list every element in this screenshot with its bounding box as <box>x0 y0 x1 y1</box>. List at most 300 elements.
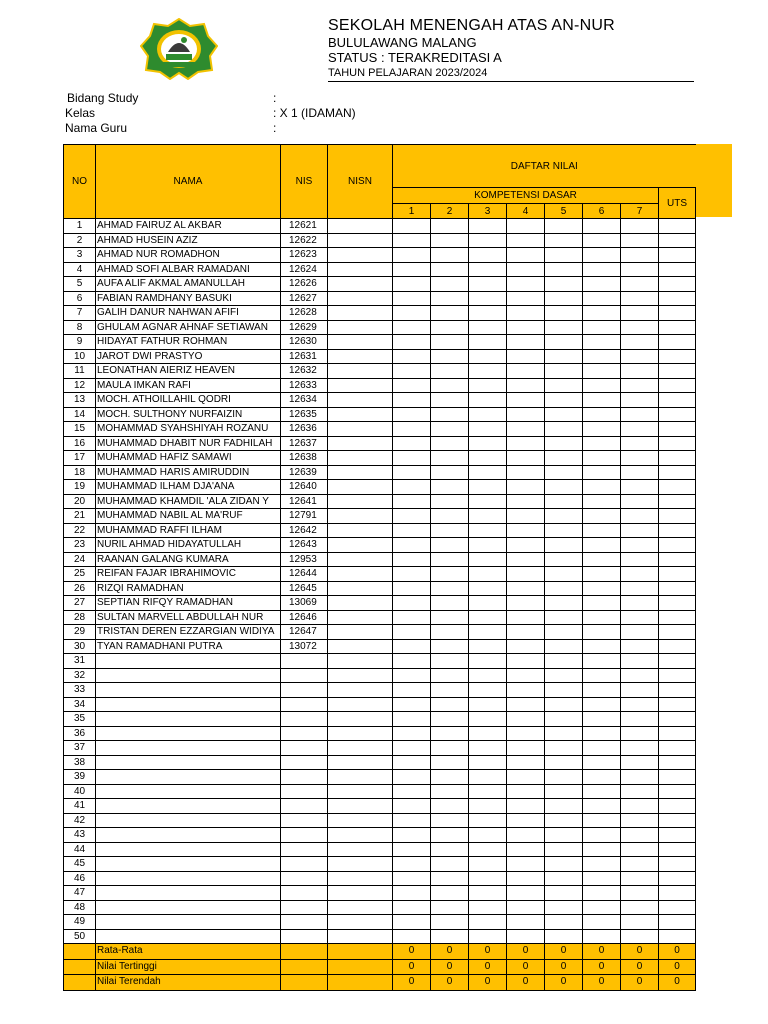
kd-5-score-cell[interactable] <box>545 770 583 785</box>
kd-4-score-cell[interactable] <box>507 871 545 886</box>
kd-6-score-cell[interactable] <box>583 393 621 408</box>
kd-7-score-cell[interactable] <box>621 494 659 509</box>
uts-score-cell[interactable] <box>659 567 696 582</box>
kd-1-score-cell[interactable] <box>393 871 431 886</box>
row-number-cell[interactable]: 8 <box>64 320 96 335</box>
kd-2-score-cell[interactable] <box>431 349 469 364</box>
student-nisn-cell[interactable] <box>328 291 393 306</box>
kd-7-score-cell[interactable] <box>621 581 659 596</box>
student-name-cell[interactable]: MAULA IMKAN RAFI <box>96 378 281 393</box>
kd-5-score-cell[interactable] <box>545 625 583 640</box>
kd-2-score-cell[interactable] <box>431 683 469 698</box>
kd-7-score-cell[interactable] <box>621 625 659 640</box>
kd-1-score-cell[interactable] <box>393 567 431 582</box>
student-nis-cell[interactable] <box>281 712 328 727</box>
uts-score-cell[interactable] <box>659 233 696 248</box>
row-number-cell[interactable]: 11 <box>64 364 96 379</box>
kd-4-score-cell[interactable] <box>507 770 545 785</box>
kd-6-score-cell[interactable] <box>583 567 621 582</box>
student-nis-cell[interactable] <box>281 654 328 669</box>
student-name-cell[interactable]: TRISTAN DEREN EZZARGIAN WIDIYA <box>96 625 281 640</box>
kd-4-score-cell[interactable] <box>507 364 545 379</box>
kd-4-score-cell[interactable] <box>507 219 545 234</box>
kd-7-score-cell[interactable] <box>621 697 659 712</box>
student-nisn-cell[interactable] <box>328 219 393 234</box>
student-nisn-cell[interactable] <box>328 480 393 495</box>
kd-1-score-cell[interactable] <box>393 900 431 915</box>
kd-1-score-cell[interactable] <box>393 277 431 292</box>
student-name-cell[interactable]: HIDAYAT FATHUR ROHMAN <box>96 335 281 350</box>
row-number-cell[interactable]: 17 <box>64 451 96 466</box>
kd-3-score-cell[interactable] <box>469 842 507 857</box>
student-name-cell[interactable]: MUHAMMAD NABIL AL MA'RUF <box>96 509 281 524</box>
student-nis-cell[interactable] <box>281 799 328 814</box>
student-name-cell[interactable]: MUHAMMAD HARIS AMIRUDDIN <box>96 465 281 480</box>
row-number-cell[interactable]: 36 <box>64 726 96 741</box>
student-nis-cell[interactable]: 12634 <box>281 393 328 408</box>
uts-score-cell[interactable] <box>659 320 696 335</box>
kd-4-score-cell[interactable] <box>507 741 545 756</box>
student-nisn-cell[interactable] <box>328 552 393 567</box>
kd-3-score-cell[interactable] <box>469 567 507 582</box>
kd-2-score-cell[interactable] <box>431 451 469 466</box>
kd-5-score-cell[interactable] <box>545 610 583 625</box>
row-number-cell[interactable]: 2 <box>64 233 96 248</box>
kd-4-score-cell[interactable] <box>507 320 545 335</box>
kd-6-score-cell[interactable] <box>583 349 621 364</box>
kd-6-score-cell[interactable] <box>583 741 621 756</box>
kd-1-score-cell[interactable] <box>393 335 431 350</box>
kd-5-score-cell[interactable] <box>545 552 583 567</box>
student-nisn-cell[interactable] <box>328 567 393 582</box>
kd-4-score-cell[interactable] <box>507 436 545 451</box>
student-nisn-cell[interactable] <box>328 320 393 335</box>
student-nisn-cell[interactable] <box>328 465 393 480</box>
uts-score-cell[interactable] <box>659 248 696 263</box>
student-nis-cell[interactable]: 12624 <box>281 262 328 277</box>
kd-6-score-cell[interactable] <box>583 436 621 451</box>
kd-7-score-cell[interactable] <box>621 639 659 654</box>
uts-score-cell[interactable] <box>659 900 696 915</box>
kd-2-score-cell[interactable] <box>431 871 469 886</box>
student-name-cell[interactable] <box>96 929 281 944</box>
kd-1-score-cell[interactable] <box>393 480 431 495</box>
kd-3-score-cell[interactable] <box>469 784 507 799</box>
row-number-cell[interactable]: 18 <box>64 465 96 480</box>
kd-7-score-cell[interactable] <box>621 306 659 321</box>
student-nis-cell[interactable] <box>281 828 328 843</box>
kd-1-score-cell[interactable] <box>393 842 431 857</box>
kd-3-score-cell[interactable] <box>469 639 507 654</box>
kd-1-score-cell[interactable] <box>393 755 431 770</box>
student-nis-cell[interactable]: 12953 <box>281 552 328 567</box>
kd-2-score-cell[interactable] <box>431 306 469 321</box>
student-name-cell[interactable]: JAROT DWI PRASTYO <box>96 349 281 364</box>
student-nis-cell[interactable]: 12633 <box>281 378 328 393</box>
kd-6-score-cell[interactable] <box>583 451 621 466</box>
kd-2-score-cell[interactable] <box>431 248 469 263</box>
kd-5-score-cell[interactable] <box>545 219 583 234</box>
student-nis-cell[interactable] <box>281 784 328 799</box>
kd-4-score-cell[interactable] <box>507 509 545 524</box>
kd-3-score-cell[interactable] <box>469 697 507 712</box>
student-name-cell[interactable] <box>96 726 281 741</box>
kd-5-score-cell[interactable] <box>545 291 583 306</box>
kd-3-score-cell[interactable] <box>469 552 507 567</box>
student-name-cell[interactable] <box>96 828 281 843</box>
student-name-cell[interactable] <box>96 697 281 712</box>
uts-score-cell[interactable] <box>659 712 696 727</box>
kd-7-score-cell[interactable] <box>621 654 659 669</box>
kd-6-score-cell[interactable] <box>583 668 621 683</box>
kd-6-score-cell[interactable] <box>583 364 621 379</box>
student-nis-cell[interactable]: 12641 <box>281 494 328 509</box>
uts-score-cell[interactable] <box>659 335 696 350</box>
student-name-cell[interactable]: MUHAMMAD KHAMDIL 'ALA ZIDAN Y <box>96 494 281 509</box>
student-nisn-cell[interactable] <box>328 436 393 451</box>
kd-1-score-cell[interactable] <box>393 393 431 408</box>
kd-3-score-cell[interactable] <box>469 349 507 364</box>
row-number-cell[interactable]: 21 <box>64 509 96 524</box>
student-nis-cell[interactable]: 12638 <box>281 451 328 466</box>
kd-5-score-cell[interactable] <box>545 799 583 814</box>
row-number-cell[interactable]: 16 <box>64 436 96 451</box>
kd-3-score-cell[interactable] <box>469 654 507 669</box>
kd-6-score-cell[interactable] <box>583 654 621 669</box>
kd-4-score-cell[interactable] <box>507 842 545 857</box>
kd-5-score-cell[interactable] <box>545 523 583 538</box>
student-nis-cell[interactable]: 12791 <box>281 509 328 524</box>
kd-5-score-cell[interactable] <box>545 929 583 944</box>
kd-5-score-cell[interactable] <box>545 639 583 654</box>
kd-2-score-cell[interactable] <box>431 378 469 393</box>
kd-4-score-cell[interactable] <box>507 799 545 814</box>
kd-2-score-cell[interactable] <box>431 857 469 872</box>
kd-3-score-cell[interactable] <box>469 726 507 741</box>
kd-3-score-cell[interactable] <box>469 770 507 785</box>
kd-3-score-cell[interactable] <box>469 422 507 437</box>
kd-2-score-cell[interactable] <box>431 799 469 814</box>
student-nis-cell[interactable]: 12622 <box>281 233 328 248</box>
kd-3-score-cell[interactable] <box>469 277 507 292</box>
kd-5-score-cell[interactable] <box>545 886 583 901</box>
kd-2-score-cell[interactable] <box>431 654 469 669</box>
uts-score-cell[interactable] <box>659 509 696 524</box>
kd-1-score-cell[interactable] <box>393 422 431 437</box>
student-nis-cell[interactable] <box>281 886 328 901</box>
kd-3-score-cell[interactable] <box>469 465 507 480</box>
row-number-cell[interactable]: 31 <box>64 654 96 669</box>
kd-5-score-cell[interactable] <box>545 320 583 335</box>
kd-4-score-cell[interactable] <box>507 422 545 437</box>
kd-7-score-cell[interactable] <box>621 465 659 480</box>
kd-1-score-cell[interactable] <box>393 668 431 683</box>
kd-4-score-cell[interactable] <box>507 451 545 466</box>
kd-3-score-cell[interactable] <box>469 799 507 814</box>
uts-score-cell[interactable] <box>659 465 696 480</box>
student-name-cell[interactable]: MUHAMMAD ILHAM DJA'ANA <box>96 480 281 495</box>
kd-4-score-cell[interactable] <box>507 712 545 727</box>
kd-6-score-cell[interactable] <box>583 335 621 350</box>
student-name-cell[interactable]: MUHAMMAD RAFFI ILHAM <box>96 523 281 538</box>
kd-3-score-cell[interactable] <box>469 668 507 683</box>
kd-5-score-cell[interactable] <box>545 567 583 582</box>
student-nisn-cell[interactable] <box>328 726 393 741</box>
kd-4-score-cell[interactable] <box>507 465 545 480</box>
row-number-cell[interactable]: 22 <box>64 523 96 538</box>
kd-5-score-cell[interactable] <box>545 393 583 408</box>
kd-1-score-cell[interactable] <box>393 813 431 828</box>
kd-6-score-cell[interactable] <box>583 219 621 234</box>
row-number-cell[interactable]: 40 <box>64 784 96 799</box>
kd-4-score-cell[interactable] <box>507 248 545 263</box>
student-nisn-cell[interactable] <box>328 871 393 886</box>
student-nis-cell[interactable] <box>281 842 328 857</box>
kd-2-score-cell[interactable] <box>431 567 469 582</box>
student-name-cell[interactable]: NURIL AHMAD HIDAYATULLAH <box>96 538 281 553</box>
kd-2-score-cell[interactable] <box>431 480 469 495</box>
kd-1-score-cell[interactable] <box>393 886 431 901</box>
kd-3-score-cell[interactable] <box>469 828 507 843</box>
kd-2-score-cell[interactable] <box>431 219 469 234</box>
kd-7-score-cell[interactable] <box>621 683 659 698</box>
uts-score-cell[interactable] <box>659 277 696 292</box>
kd-4-score-cell[interactable] <box>507 929 545 944</box>
student-name-cell[interactable]: REIFAN FAJAR IBRAHIMOVIC <box>96 567 281 582</box>
kd-2-score-cell[interactable] <box>431 277 469 292</box>
kd-5-score-cell[interactable] <box>545 784 583 799</box>
kd-1-score-cell[interactable] <box>393 929 431 944</box>
student-nis-cell[interactable]: 12623 <box>281 248 328 263</box>
uts-score-cell[interactable] <box>659 813 696 828</box>
kd-4-score-cell[interactable] <box>507 393 545 408</box>
row-number-cell[interactable]: 34 <box>64 697 96 712</box>
row-number-cell[interactable]: 49 <box>64 915 96 930</box>
student-nisn-cell[interactable] <box>328 523 393 538</box>
uts-score-cell[interactable] <box>659 378 696 393</box>
student-nis-cell[interactable] <box>281 755 328 770</box>
kd-4-score-cell[interactable] <box>507 697 545 712</box>
kd-7-score-cell[interactable] <box>621 610 659 625</box>
student-nisn-cell[interactable] <box>328 581 393 596</box>
row-number-cell[interactable]: 7 <box>64 306 96 321</box>
row-number-cell[interactable]: 23 <box>64 538 96 553</box>
kd-6-score-cell[interactable] <box>583 494 621 509</box>
kd-7-score-cell[interactable] <box>621 436 659 451</box>
student-nisn-cell[interactable] <box>328 625 393 640</box>
kd-3-score-cell[interactable] <box>469 407 507 422</box>
uts-score-cell[interactable] <box>659 596 696 611</box>
kd-7-score-cell[interactable] <box>621 755 659 770</box>
student-nis-cell[interactable]: 12621 <box>281 219 328 234</box>
uts-score-cell[interactable] <box>659 494 696 509</box>
kd-4-score-cell[interactable] <box>507 349 545 364</box>
kd-2-score-cell[interactable] <box>431 465 469 480</box>
student-nis-cell[interactable]: 12637 <box>281 436 328 451</box>
kd-3-score-cell[interactable] <box>469 915 507 930</box>
student-name-cell[interactable]: MUHAMMAD DHABIT NUR FADHILAH <box>96 436 281 451</box>
kd-7-score-cell[interactable] <box>621 842 659 857</box>
student-name-cell[interactable] <box>96 654 281 669</box>
student-name-cell[interactable] <box>96 842 281 857</box>
kd-7-score-cell[interactable] <box>621 900 659 915</box>
row-number-cell[interactable]: 10 <box>64 349 96 364</box>
student-nisn-cell[interactable] <box>328 784 393 799</box>
student-nisn-cell[interactable] <box>328 248 393 263</box>
kd-6-score-cell[interactable] <box>583 422 621 437</box>
kd-3-score-cell[interactable] <box>469 712 507 727</box>
kd-3-score-cell[interactable] <box>469 480 507 495</box>
student-nisn-cell[interactable] <box>328 770 393 785</box>
kd-7-score-cell[interactable] <box>621 886 659 901</box>
kd-3-score-cell[interactable] <box>469 494 507 509</box>
kd-2-score-cell[interactable] <box>431 335 469 350</box>
kd-2-score-cell[interactable] <box>431 523 469 538</box>
kd-4-score-cell[interactable] <box>507 581 545 596</box>
student-nisn-cell[interactable] <box>328 306 393 321</box>
kd-4-score-cell[interactable] <box>507 567 545 582</box>
kd-5-score-cell[interactable] <box>545 538 583 553</box>
uts-score-cell[interactable] <box>659 625 696 640</box>
student-nisn-cell[interactable] <box>328 335 393 350</box>
kd-4-score-cell[interactable] <box>507 610 545 625</box>
kd-7-score-cell[interactable] <box>621 799 659 814</box>
uts-score-cell[interactable] <box>659 784 696 799</box>
kd-6-score-cell[interactable] <box>583 509 621 524</box>
kd-3-score-cell[interactable] <box>469 248 507 263</box>
kd-7-score-cell[interactable] <box>621 393 659 408</box>
kd-2-score-cell[interactable] <box>431 291 469 306</box>
student-nis-cell[interactable]: 12636 <box>281 422 328 437</box>
kd-1-score-cell[interactable] <box>393 654 431 669</box>
kd-7-score-cell[interactable] <box>621 378 659 393</box>
kd-6-score-cell[interactable] <box>583 683 621 698</box>
uts-score-cell[interactable] <box>659 726 696 741</box>
row-number-cell[interactable]: 28 <box>64 610 96 625</box>
uts-score-cell[interactable] <box>659 915 696 930</box>
row-number-cell[interactable]: 43 <box>64 828 96 843</box>
student-nisn-cell[interactable] <box>328 929 393 944</box>
kd-4-score-cell[interactable] <box>507 813 545 828</box>
kd-7-score-cell[interactable] <box>621 726 659 741</box>
kd-6-score-cell[interactable] <box>583 697 621 712</box>
row-number-cell[interactable]: 13 <box>64 393 96 408</box>
student-name-cell[interactable] <box>96 871 281 886</box>
uts-score-cell[interactable] <box>659 393 696 408</box>
uts-score-cell[interactable] <box>659 755 696 770</box>
student-name-cell[interactable]: AHMAD SOFI ALBAR RAMADANI <box>96 262 281 277</box>
kd-4-score-cell[interactable] <box>507 407 545 422</box>
student-nis-cell[interactable]: 12626 <box>281 277 328 292</box>
kd-7-score-cell[interactable] <box>621 538 659 553</box>
student-nisn-cell[interactable] <box>328 799 393 814</box>
kd-6-score-cell[interactable] <box>583 538 621 553</box>
uts-score-cell[interactable] <box>659 683 696 698</box>
kd-3-score-cell[interactable] <box>469 393 507 408</box>
row-number-cell[interactable]: 46 <box>64 871 96 886</box>
student-nis-cell[interactable]: 12629 <box>281 320 328 335</box>
student-name-cell[interactable]: MOHAMMAD SYAHSHIYAH ROZANU <box>96 422 281 437</box>
kd-6-score-cell[interactable] <box>583 407 621 422</box>
kd-7-score-cell[interactable] <box>621 480 659 495</box>
kd-5-score-cell[interactable] <box>545 726 583 741</box>
row-number-cell[interactable]: 3 <box>64 248 96 263</box>
kd-3-score-cell[interactable] <box>469 436 507 451</box>
row-number-cell[interactable]: 6 <box>64 291 96 306</box>
kd-5-score-cell[interactable] <box>545 349 583 364</box>
kd-5-score-cell[interactable] <box>545 436 583 451</box>
kd-2-score-cell[interactable] <box>431 915 469 930</box>
kd-7-score-cell[interactable] <box>621 422 659 437</box>
kd-2-score-cell[interactable] <box>431 262 469 277</box>
kd-7-score-cell[interactable] <box>621 248 659 263</box>
uts-score-cell[interactable] <box>659 219 696 234</box>
student-name-cell[interactable]: RIZQI RAMADHAN <box>96 581 281 596</box>
kd-5-score-cell[interactable] <box>545 378 583 393</box>
kd-5-score-cell[interactable] <box>545 900 583 915</box>
student-name-cell[interactable] <box>96 770 281 785</box>
kd-5-score-cell[interactable] <box>545 683 583 698</box>
student-nis-cell[interactable]: 12645 <box>281 581 328 596</box>
student-name-cell[interactable] <box>96 799 281 814</box>
student-nisn-cell[interactable] <box>328 813 393 828</box>
kd-1-score-cell[interactable] <box>393 581 431 596</box>
student-name-cell[interactable] <box>96 741 281 756</box>
kd-7-score-cell[interactable] <box>621 233 659 248</box>
kd-7-score-cell[interactable] <box>621 451 659 466</box>
kd-5-score-cell[interactable] <box>545 248 583 263</box>
kd-3-score-cell[interactable] <box>469 538 507 553</box>
kd-5-score-cell[interactable] <box>545 828 583 843</box>
kd-4-score-cell[interactable] <box>507 726 545 741</box>
kd-1-score-cell[interactable] <box>393 712 431 727</box>
student-name-cell[interactable] <box>96 683 281 698</box>
kd-3-score-cell[interactable] <box>469 886 507 901</box>
student-name-cell[interactable]: AHMAD FAIRUZ AL AKBAR <box>96 219 281 234</box>
kd-1-score-cell[interactable] <box>393 509 431 524</box>
kd-1-score-cell[interactable] <box>393 726 431 741</box>
kd-6-score-cell[interactable] <box>583 610 621 625</box>
kd-1-score-cell[interactable] <box>393 857 431 872</box>
student-nisn-cell[interactable] <box>328 364 393 379</box>
student-name-cell[interactable]: SULTAN MARVELL ABDULLAH NUR <box>96 610 281 625</box>
kd-6-score-cell[interactable] <box>583 915 621 930</box>
student-name-cell[interactable]: AHMAD NUR ROMADHON <box>96 248 281 263</box>
row-number-cell[interactable]: 48 <box>64 900 96 915</box>
student-name-cell[interactable]: GALIH DANUR NAHWAN AFIFI <box>96 306 281 321</box>
kd-2-score-cell[interactable] <box>431 625 469 640</box>
kd-5-score-cell[interactable] <box>545 233 583 248</box>
kd-4-score-cell[interactable] <box>507 784 545 799</box>
student-nisn-cell[interactable] <box>328 712 393 727</box>
student-name-cell[interactable] <box>96 915 281 930</box>
student-nis-cell[interactable] <box>281 915 328 930</box>
uts-score-cell[interactable] <box>659 581 696 596</box>
student-nisn-cell[interactable] <box>328 755 393 770</box>
uts-score-cell[interactable] <box>659 828 696 843</box>
kd-3-score-cell[interactable] <box>469 755 507 770</box>
kd-2-score-cell[interactable] <box>431 407 469 422</box>
uts-score-cell[interactable] <box>659 538 696 553</box>
student-name-cell[interactable]: MOCH. SULTHONY NURFAIZIN <box>96 407 281 422</box>
kd-7-score-cell[interactable] <box>621 741 659 756</box>
kd-5-score-cell[interactable] <box>545 509 583 524</box>
kd-5-score-cell[interactable] <box>545 915 583 930</box>
kd-2-score-cell[interactable] <box>431 552 469 567</box>
kd-6-score-cell[interactable] <box>583 378 621 393</box>
student-name-cell[interactable] <box>96 857 281 872</box>
kd-7-score-cell[interactable] <box>621 262 659 277</box>
